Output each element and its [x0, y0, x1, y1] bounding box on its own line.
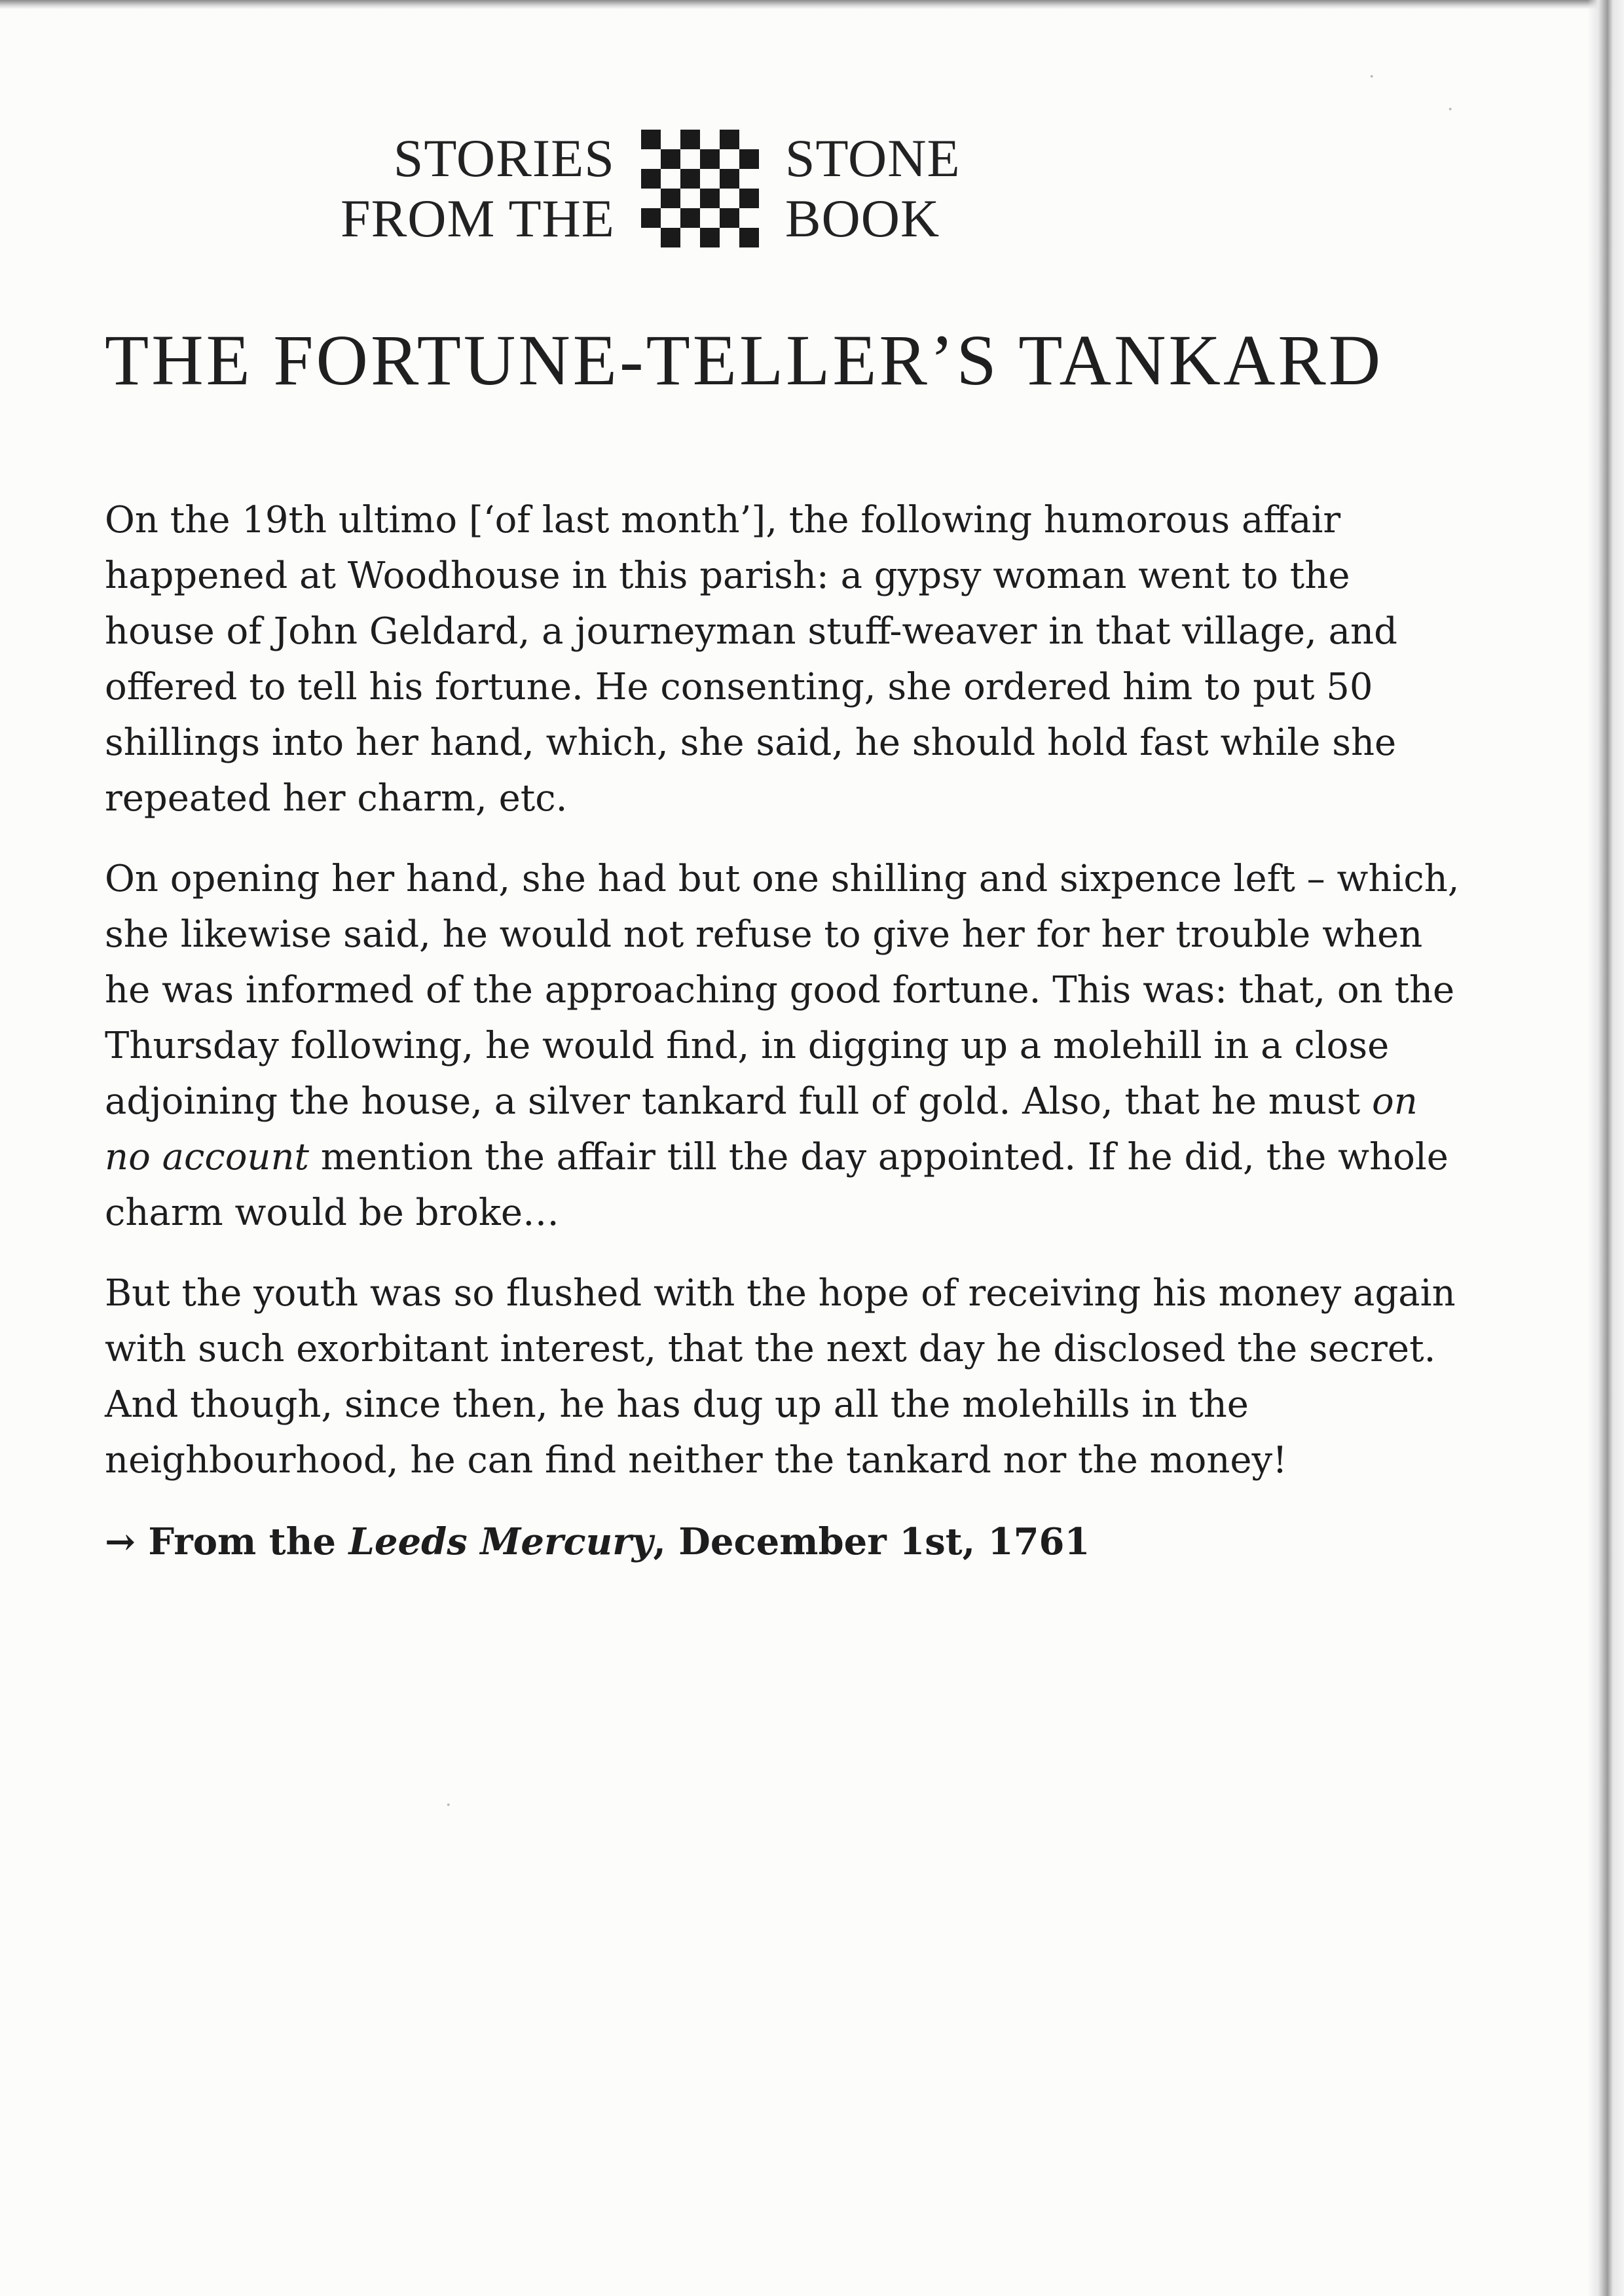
scan-speck: ·: [1369, 65, 1375, 88]
checker-square: [680, 208, 700, 228]
series-title-right: [785, 128, 961, 249]
checker-square: [720, 189, 739, 208]
checker-square: [700, 169, 720, 189]
checker-square: [661, 130, 680, 149]
paragraph-3: But the youth was so flushed with the hope of receiving his money again with such exorbitant interest, that the next day he disclosed the secret. And though, since then, he has dug up all the molehills in the neighbourhood, he can find neither the tankard nor the money!: [105, 1272, 1456, 1482]
source-prefix: → From the: [105, 1520, 349, 1563]
checker-square: [661, 189, 680, 208]
paragraph-1: On the 19th ultimo [‘of last month’], the following humorous affair happened at Woodhouse in this parish: a gypsy woman went to the house of John Geldard, a journeyman stuff-weaver in that village, and offered to tell his fortune. He consenting, she ordered him to put 50 shillings into her hand, which, she said, he should hold fast while she repeated her charm, etc.: [105, 499, 1397, 820]
checker-square: [680, 189, 700, 208]
page-title: THE FORTUNE-TELLER’S TANKARD: [105, 320, 1384, 400]
series-left-line1: STORIES: [393, 128, 615, 188]
series-title-left: [341, 128, 615, 249]
checker-square: [641, 208, 661, 228]
scan-top-edge: [0, 0, 1624, 9]
series-right-line2: BOOK: [784, 189, 940, 248]
scan-right-edge: [1587, 0, 1624, 2296]
series-left-line2: FROM THE: [341, 189, 615, 248]
checker-square: [739, 130, 759, 149]
paragraph-2-text-a: On opening her hand, she had but one shilling and sixpence left – which, she likewise said, he would not refuse to give her for her trouble when he was informed of the approaching good fortune. This was: that, on the Thursday following, he would find, in digging up a molehill in a close adjoining the house, a silver tankard full of gold. Also, that he must: [105, 858, 1460, 1123]
checker-square: [641, 149, 661, 169]
scan-speck: ·: [445, 1794, 452, 1817]
checker-square: [700, 208, 720, 228]
checker-square: [720, 228, 739, 247]
checker-square: [720, 130, 739, 149]
checker-square: [661, 208, 680, 228]
checker-square: [641, 189, 661, 208]
checker-square: [739, 228, 759, 247]
source-citation: [105, 1514, 1467, 1570]
checker-square: [680, 130, 700, 149]
series-right-line1: STONE: [784, 128, 961, 188]
source-publication: Leeds Mercury: [348, 1520, 654, 1563]
checker-square: [700, 228, 720, 247]
checker-square: [739, 189, 759, 208]
checker-square: [700, 130, 720, 149]
article-body: [105, 492, 1467, 1595]
checker-square: [720, 208, 739, 228]
checker-square: [641, 169, 661, 189]
checker-square: [680, 228, 700, 247]
checker-square: [661, 149, 680, 169]
scan-speck: ·: [1447, 98, 1454, 121]
checker-square: [700, 149, 720, 169]
series-header: [341, 128, 961, 249]
checker-square: [700, 189, 720, 208]
checker-square: [720, 149, 739, 169]
checker-square: [641, 228, 661, 247]
checker-square: [641, 130, 661, 149]
source-suffix: , December 1st, 1761: [653, 1520, 1090, 1563]
checker-square: [739, 208, 759, 228]
checkerboard-icon: [641, 130, 759, 247]
checker-square: [739, 169, 759, 189]
paragraph-2: [105, 851, 1467, 1241]
checker-square: [661, 228, 680, 247]
checker-square: [739, 149, 759, 169]
checker-square: [680, 169, 700, 189]
checker-square: [720, 169, 739, 189]
checker-square: [661, 169, 680, 189]
checker-square: [680, 149, 700, 169]
paragraph-2-emphasis: on no account: [105, 1080, 1418, 1178]
paragraph-2-text-b: mention the affair till the day appointed. If he did, the whole charm would be broke…: [105, 1136, 1449, 1234]
